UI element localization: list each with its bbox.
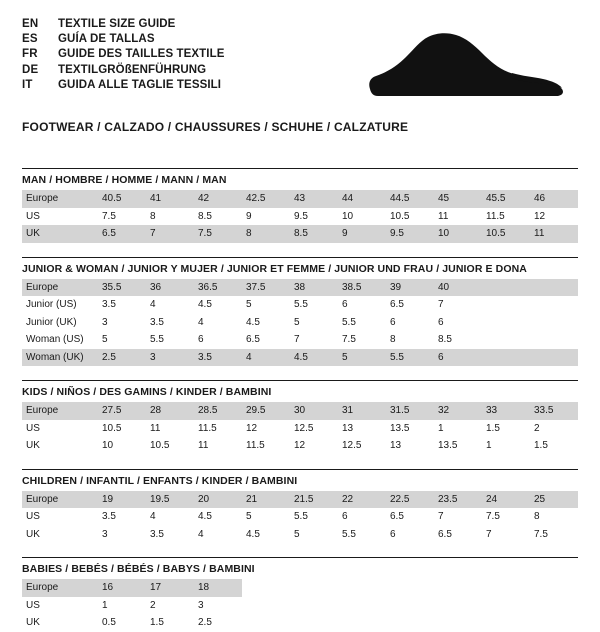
cell: 12 <box>290 437 338 455</box>
table-row <box>22 420 578 438</box>
cell: 19 <box>98 491 146 509</box>
cell: 1.5 <box>530 437 578 455</box>
cell: 36 <box>146 279 194 297</box>
cell: 5 <box>290 526 338 544</box>
block-title: JUNIOR & WOMAN / JUNIOR Y MUJER / JUNIOR ET FEMME / JUNIOR UND FRAU / JUNIOR E DONA <box>22 262 527 275</box>
size-block-man <box>22 168 578 243</box>
row-label: Woman (UK) <box>22 349 98 367</box>
cell: 12 <box>242 420 290 438</box>
cell: 44 <box>338 190 386 208</box>
cell: 46 <box>530 190 578 208</box>
cell: 12 <box>530 208 578 226</box>
cell: 0.5 <box>98 614 146 632</box>
cell: 6 <box>194 331 242 349</box>
cell: 5.5 <box>386 349 434 367</box>
cell: 2 <box>530 420 578 438</box>
cell: 8.5 <box>290 225 338 243</box>
cell: 5.5 <box>338 314 386 332</box>
divider <box>22 469 578 470</box>
cell: 5 <box>98 331 146 349</box>
cell: 1 <box>98 597 146 615</box>
cell: 11.5 <box>482 208 530 226</box>
dress-shoe-icon <box>362 26 572 106</box>
cell: 6 <box>386 314 434 332</box>
row-label: UK <box>22 437 98 455</box>
cell: 3.5 <box>146 526 194 544</box>
cell: 8 <box>146 208 194 226</box>
cell <box>482 296 530 314</box>
cell: 9 <box>338 225 386 243</box>
cell: 3.5 <box>98 508 146 526</box>
cell: 11 <box>434 208 482 226</box>
table-row <box>22 208 578 226</box>
cell: 13 <box>386 437 434 455</box>
cell: 10 <box>98 437 146 455</box>
block-title: CHILDREN / INFANTIL / ENFANTS / KINDER / BAMBINI <box>22 474 298 487</box>
row-label: Europe <box>22 579 98 597</box>
divider <box>22 168 578 169</box>
cell: 4 <box>194 314 242 332</box>
size-block-babies <box>22 557 578 632</box>
cell: 13 <box>338 420 386 438</box>
cell: 6.5 <box>98 225 146 243</box>
row-label: Europe <box>22 491 98 509</box>
cell: 7 <box>482 526 530 544</box>
cell-empty <box>482 597 530 615</box>
cell: 11 <box>146 420 194 438</box>
cell: 4.5 <box>242 526 290 544</box>
cell: 8 <box>386 331 434 349</box>
cell-empty <box>338 579 386 597</box>
cell: 6.5 <box>434 526 482 544</box>
cell: 5.5 <box>338 526 386 544</box>
cell: 2 <box>146 597 194 615</box>
cell-empty <box>434 579 482 597</box>
cell-empty <box>386 614 434 632</box>
row-label: Woman (US) <box>22 331 98 349</box>
cell: 29.5 <box>242 402 290 420</box>
cell: 12.5 <box>290 420 338 438</box>
cell: 1.5 <box>482 420 530 438</box>
language-title: TEXTILE SIZE GUIDE <box>58 18 176 30</box>
cell: 3.5 <box>98 296 146 314</box>
cell: 1 <box>482 437 530 455</box>
cell: 13.5 <box>386 420 434 438</box>
language-title: GUIDE DES TAILLES TEXTILE <box>58 48 225 61</box>
cell: 10 <box>434 225 482 243</box>
cell: 37.5 <box>242 279 290 297</box>
cell: 6.5 <box>386 508 434 526</box>
cell: 4.5 <box>194 508 242 526</box>
table-row <box>22 314 578 332</box>
cell <box>530 349 578 367</box>
size-table <box>22 491 578 544</box>
row-label: Junior (US) <box>22 296 98 314</box>
divider <box>22 380 578 381</box>
language-row <box>22 79 225 94</box>
cell <box>482 349 530 367</box>
cell <box>482 314 530 332</box>
row-label: UK <box>22 614 98 632</box>
cell: 38 <box>290 279 338 297</box>
size-table <box>22 579 578 632</box>
cell: 38.5 <box>338 279 386 297</box>
table-row <box>22 349 578 367</box>
cell-empty <box>290 614 338 632</box>
cell: 5 <box>242 508 290 526</box>
table-row <box>22 491 578 509</box>
size-table <box>22 402 578 455</box>
cell <box>482 331 530 349</box>
cell: 39 <box>386 279 434 297</box>
cell <box>530 314 578 332</box>
cell: 11.5 <box>242 437 290 455</box>
cell: 28 <box>146 402 194 420</box>
cell: 7 <box>146 225 194 243</box>
cell: 13.5 <box>434 437 482 455</box>
cell: 7.5 <box>338 331 386 349</box>
cell: 7.5 <box>482 508 530 526</box>
cell: 21.5 <box>290 491 338 509</box>
cell: 30 <box>290 402 338 420</box>
size-blocks <box>22 168 578 632</box>
cell-empty <box>530 579 578 597</box>
row-label: Europe <box>22 190 98 208</box>
table-row <box>22 296 578 314</box>
row-label: Europe <box>22 402 98 420</box>
cell: 3 <box>98 314 146 332</box>
cell: 6 <box>338 508 386 526</box>
language-row <box>22 64 225 79</box>
cell: 32 <box>434 402 482 420</box>
cell: 27.5 <box>98 402 146 420</box>
cell: 6 <box>386 526 434 544</box>
cell: 8.5 <box>194 208 242 226</box>
cell <box>530 279 578 297</box>
header <box>22 18 578 106</box>
table-row <box>22 402 578 420</box>
language-code: ES <box>22 33 38 46</box>
cell: 4.5 <box>242 314 290 332</box>
cell: 22 <box>338 491 386 509</box>
cell: 4 <box>146 296 194 314</box>
size-table <box>22 190 578 243</box>
cell: 1 <box>434 420 482 438</box>
cell: 6 <box>338 296 386 314</box>
row-label: US <box>22 420 98 438</box>
cell-empty <box>338 597 386 615</box>
cell: 2.5 <box>194 614 242 632</box>
size-block-children <box>22 469 578 544</box>
cell: 31 <box>338 402 386 420</box>
cell: 33 <box>482 402 530 420</box>
cell: 5 <box>290 314 338 332</box>
cell: 5.5 <box>290 508 338 526</box>
table-row <box>22 579 578 597</box>
cell: 7 <box>290 331 338 349</box>
cell-empty <box>386 579 434 597</box>
cell: 6.5 <box>386 296 434 314</box>
cell: 28.5 <box>194 402 242 420</box>
cell: 33.5 <box>530 402 578 420</box>
table-row <box>22 508 578 526</box>
cell: 8.5 <box>434 331 482 349</box>
block-title: BABIES / BEBÉS / BÉBÉS / BABYS / BAMBINI <box>22 563 255 575</box>
cell: 45 <box>434 190 482 208</box>
cell: 7 <box>434 508 482 526</box>
cell: 11.5 <box>194 420 242 438</box>
cell: 18 <box>194 579 242 597</box>
cell: 6 <box>434 314 482 332</box>
cell: 5 <box>242 296 290 314</box>
cell: 44.5 <box>386 190 434 208</box>
table-row <box>22 437 578 455</box>
cell-empty <box>530 597 578 615</box>
row-label: Europe <box>22 279 98 297</box>
cell: 5 <box>338 349 386 367</box>
cell: 3.5 <box>146 314 194 332</box>
cell: 5.5 <box>290 296 338 314</box>
size-block-junior-woman <box>22 257 578 367</box>
divider <box>22 557 578 558</box>
language-row <box>22 48 225 63</box>
cell: 24 <box>482 491 530 509</box>
cell-empty <box>434 597 482 615</box>
cell: 7.5 <box>530 526 578 544</box>
language-title: TEXTILGRÖßENFÜHRUNG <box>58 63 207 76</box>
cell: 10 <box>338 208 386 226</box>
cell: 42.5 <box>242 190 290 208</box>
page-title: FOOTWEAR / CALZADO / CHAUSSURES / SCHUHE / CALZATURE <box>22 120 409 134</box>
cell-empty <box>338 614 386 632</box>
cell: 4.5 <box>290 349 338 367</box>
language-code: EN <box>22 18 39 30</box>
row-label: US <box>22 597 98 615</box>
cell-empty <box>482 614 530 632</box>
cell: 43 <box>290 190 338 208</box>
language-title: GUÍA DE TALLAS <box>58 33 155 46</box>
cell: 4 <box>146 508 194 526</box>
cell: 19.5 <box>146 491 194 509</box>
language-code: DE <box>22 63 39 76</box>
language-code: IT <box>22 78 33 91</box>
cell: 4 <box>242 349 290 367</box>
table-row <box>22 597 578 615</box>
cell: 10.5 <box>98 420 146 438</box>
size-block-kids <box>22 380 578 455</box>
cell: 21 <box>242 491 290 509</box>
cell: 3 <box>194 597 242 615</box>
cell: 9 <box>242 208 290 226</box>
cell-empty <box>386 597 434 615</box>
language-row <box>22 33 225 48</box>
cell: 17 <box>146 579 194 597</box>
cell: 11 <box>194 437 242 455</box>
cell: 36.5 <box>194 279 242 297</box>
cell: 40 <box>434 279 482 297</box>
cell: 8 <box>242 225 290 243</box>
cell: 6 <box>434 349 482 367</box>
table-row <box>22 279 578 297</box>
cell: 45.5 <box>482 190 530 208</box>
row-label: UK <box>22 526 98 544</box>
table-row <box>22 331 578 349</box>
cell-empty <box>530 614 578 632</box>
block-title: MAN / HOMBRE / HOMME / MANN / MAN <box>22 174 227 186</box>
cell: 9.5 <box>290 208 338 226</box>
cell-empty <box>434 614 482 632</box>
cell: 3.5 <box>194 349 242 367</box>
cell <box>530 296 578 314</box>
language-code: FR <box>22 48 38 61</box>
cell: 16 <box>98 579 146 597</box>
row-label: US <box>22 508 98 526</box>
cell: 3 <box>98 526 146 544</box>
table-row <box>22 190 578 208</box>
language-title: GUIDA ALLE TAGLIE TESSILI <box>58 78 222 91</box>
cell: 10.5 <box>386 208 434 226</box>
cell: 10.5 <box>146 437 194 455</box>
cell <box>482 279 530 297</box>
cell: 7.5 <box>194 225 242 243</box>
block-title: KIDS / NIÑOS / DES GAMINS / KINDER / BAMBINI <box>22 386 272 398</box>
cell <box>530 331 578 349</box>
cell: 35.5 <box>98 279 146 297</box>
cell: 20 <box>194 491 242 509</box>
cell: 42 <box>194 190 242 208</box>
row-label: UK <box>22 225 98 243</box>
cell: 25 <box>530 491 578 509</box>
cell: 4.5 <box>194 296 242 314</box>
cell-empty <box>290 579 338 597</box>
divider <box>22 257 578 258</box>
cell-empty <box>482 579 530 597</box>
row-label: US <box>22 208 98 226</box>
cell: 12.5 <box>338 437 386 455</box>
cell: 1.5 <box>146 614 194 632</box>
language-list <box>22 18 225 94</box>
language-row <box>22 18 225 33</box>
table-row <box>22 526 578 544</box>
cell: 3 <box>146 349 194 367</box>
cell: 9.5 <box>386 225 434 243</box>
cell-empty <box>242 614 290 632</box>
cell: 7.5 <box>98 208 146 226</box>
cell: 22.5 <box>386 491 434 509</box>
table-row <box>22 614 578 632</box>
table-row <box>22 225 578 243</box>
row-label: Junior (UK) <box>22 314 98 332</box>
cell: 40.5 <box>98 190 146 208</box>
cell: 5.5 <box>146 331 194 349</box>
cell: 7 <box>434 296 482 314</box>
cell: 11 <box>530 225 578 243</box>
cell: 2.5 <box>98 349 146 367</box>
cell: 31.5 <box>386 402 434 420</box>
size-table <box>22 279 578 367</box>
cell: 6.5 <box>242 331 290 349</box>
cell: 41 <box>146 190 194 208</box>
cell: 10.5 <box>482 225 530 243</box>
cell: 8 <box>530 508 578 526</box>
cell: 4 <box>194 526 242 544</box>
cell-empty <box>290 597 338 615</box>
cell-empty <box>242 579 290 597</box>
cell: 23.5 <box>434 491 482 509</box>
cell-empty <box>242 597 290 615</box>
